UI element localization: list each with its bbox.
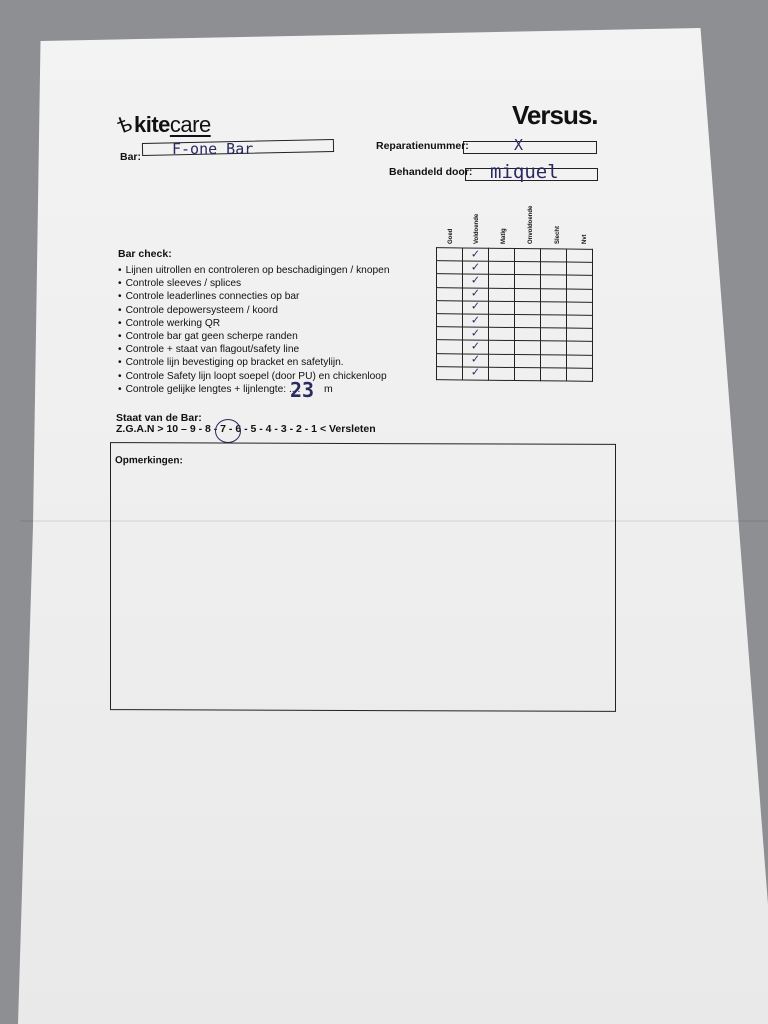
rating-cell[interactable]: [437, 274, 463, 287]
rating-cell[interactable]: [489, 341, 515, 354]
check-item: • Controle lijn bevestiging op bracket en safetylijn.: [118, 356, 390, 369]
bar-label: Bar:: [120, 151, 142, 163]
check-mark[interactable]: ✓: [463, 274, 489, 287]
rating-cell[interactable]: [515, 354, 541, 367]
repair-number-label: Reparatienummer:: [376, 140, 469, 152]
rating-cell[interactable]: [567, 289, 593, 302]
check-item: • Controle Safety lijn loopt soepel (door PU) en chickenloop: [118, 370, 390, 383]
rating-cell[interactable]: [437, 353, 463, 366]
col-onvoldoende: Onvoldoende: [528, 205, 534, 244]
rating-cell[interactable]: [567, 355, 593, 368]
check-item: • Controle werking QR: [118, 317, 390, 330]
rating-cell[interactable]: [437, 327, 463, 340]
check-item: • Controle sleeves / splices: [118, 277, 390, 290]
line-length-unit: m: [324, 383, 333, 395]
rating-cell[interactable]: [489, 301, 515, 314]
check-mark[interactable]: ✓: [463, 261, 489, 274]
check-item-text: Controle gelijke lengtes + lijnlengte: ....: [125, 383, 301, 395]
rating-cell[interactable]: [489, 314, 515, 327]
check-mark[interactable]: ✓: [463, 367, 489, 380]
rating-cell[interactable]: [437, 366, 463, 379]
condition-scale: Z.G.A.N > 10 – 9 - 8 - 7 - 6 - 5 - 4 - 3 - 2 - 1 < Versleten: [116, 423, 376, 435]
rating-cell[interactable]: [567, 249, 593, 262]
rating-cell[interactable]: [437, 314, 463, 327]
versus-logo: Versus.: [512, 100, 598, 130]
check-mark[interactable]: ✓: [463, 288, 489, 301]
col-nvt: Nvt: [582, 234, 588, 244]
rating-cell[interactable]: [541, 275, 567, 288]
col-slecht: Slecht: [555, 225, 561, 244]
rating-cell[interactable]: [567, 275, 593, 288]
check-item: [118, 383, 390, 396]
rating-row: [437, 366, 593, 381]
rating-cell[interactable]: [437, 248, 463, 261]
rating-cell[interactable]: [437, 261, 463, 274]
rating-cell[interactable]: [437, 287, 463, 300]
rating-cell[interactable]: [489, 354, 515, 367]
rating-cell[interactable]: [515, 301, 541, 314]
bar-value: F-one Bar: [172, 140, 254, 158]
rating-cell[interactable]: [515, 262, 541, 275]
rating-cell[interactable]: [515, 367, 541, 380]
rating-cell[interactable]: [489, 327, 515, 340]
check-mark[interactable]: ✓: [463, 327, 489, 340]
rating-cell[interactable]: [515, 328, 541, 341]
rating-cell[interactable]: [515, 314, 541, 327]
rating-cell[interactable]: [541, 288, 567, 301]
rating-cell[interactable]: [541, 328, 567, 341]
rating-cell[interactable]: [489, 261, 515, 274]
check-mark[interactable]: ✓: [463, 353, 489, 366]
col-voldoende: Voldoende: [474, 213, 480, 244]
rating-cell[interactable]: [515, 249, 541, 262]
bar-check-list: [118, 264, 390, 396]
check-item: • Controle depowersysteem / koord: [118, 304, 390, 317]
rating-cell[interactable]: [541, 315, 567, 328]
check-mark[interactable]: ✓: [463, 301, 489, 314]
rating-cell[interactable]: [567, 262, 593, 275]
check-item: • Controle leaderlines connecties op bar: [118, 290, 390, 303]
handled-by-label: Behandeld door:: [389, 166, 473, 178]
rating-cell[interactable]: [437, 340, 463, 353]
handled-by-value: miquel: [490, 161, 559, 183]
rating-cell[interactable]: [515, 341, 541, 354]
rating-cell[interactable]: [567, 368, 593, 381]
rating-cell[interactable]: [489, 367, 515, 380]
condition-title: Staat van de Bar:: [116, 412, 202, 424]
kitecare-logo: [113, 110, 211, 139]
check-mark[interactable]: ✓: [463, 314, 489, 327]
check-mark[interactable]: ✓: [463, 248, 489, 261]
rating-cell[interactable]: [567, 315, 593, 328]
rating-cell[interactable]: [515, 275, 541, 288]
check-item: • Controle + staat van flagout/safety line: [118, 343, 390, 356]
bar-check-title: Bar check:: [118, 248, 172, 260]
rating-cell[interactable]: [541, 302, 567, 315]
line-length-value: 23: [290, 378, 315, 402]
kite-icon: ѣ: [113, 110, 135, 139]
repair-number-field[interactable]: [463, 141, 597, 154]
rating-cell[interactable]: [489, 275, 515, 288]
rating-cell[interactable]: [541, 262, 567, 275]
remarks-title: Opmerkingen:: [115, 455, 183, 467]
rating-cell[interactable]: [489, 288, 515, 301]
rating-cell[interactable]: [567, 328, 593, 341]
repair-number-value: X: [514, 136, 524, 154]
logo-kite-text: kite: [133, 112, 170, 137]
rating-cell[interactable]: [567, 341, 593, 354]
col-matig: Matig: [501, 228, 507, 244]
rating-cell[interactable]: [437, 300, 463, 313]
rating-cell[interactable]: [515, 288, 541, 301]
remarks-box[interactable]: [110, 442, 616, 712]
rating-cell[interactable]: [489, 248, 515, 261]
rating-grid: [436, 247, 593, 382]
circled-rating: [215, 419, 241, 443]
rating-cell[interactable]: [541, 354, 567, 367]
logo-care-text: care: [169, 112, 211, 137]
rating-cell[interactable]: [541, 249, 567, 262]
col-goed: Goed: [448, 228, 454, 244]
check-item: • Lijnen uitrollen en controleren op beschadigingen / knopen: [118, 264, 390, 277]
check-mark[interactable]: ✓: [463, 340, 489, 353]
rating-cell[interactable]: [567, 302, 593, 315]
rating-cell[interactable]: [541, 341, 567, 354]
check-item: • Controle bar gat geen scherpe randen: [118, 330, 390, 343]
rating-cell[interactable]: [541, 367, 567, 380]
